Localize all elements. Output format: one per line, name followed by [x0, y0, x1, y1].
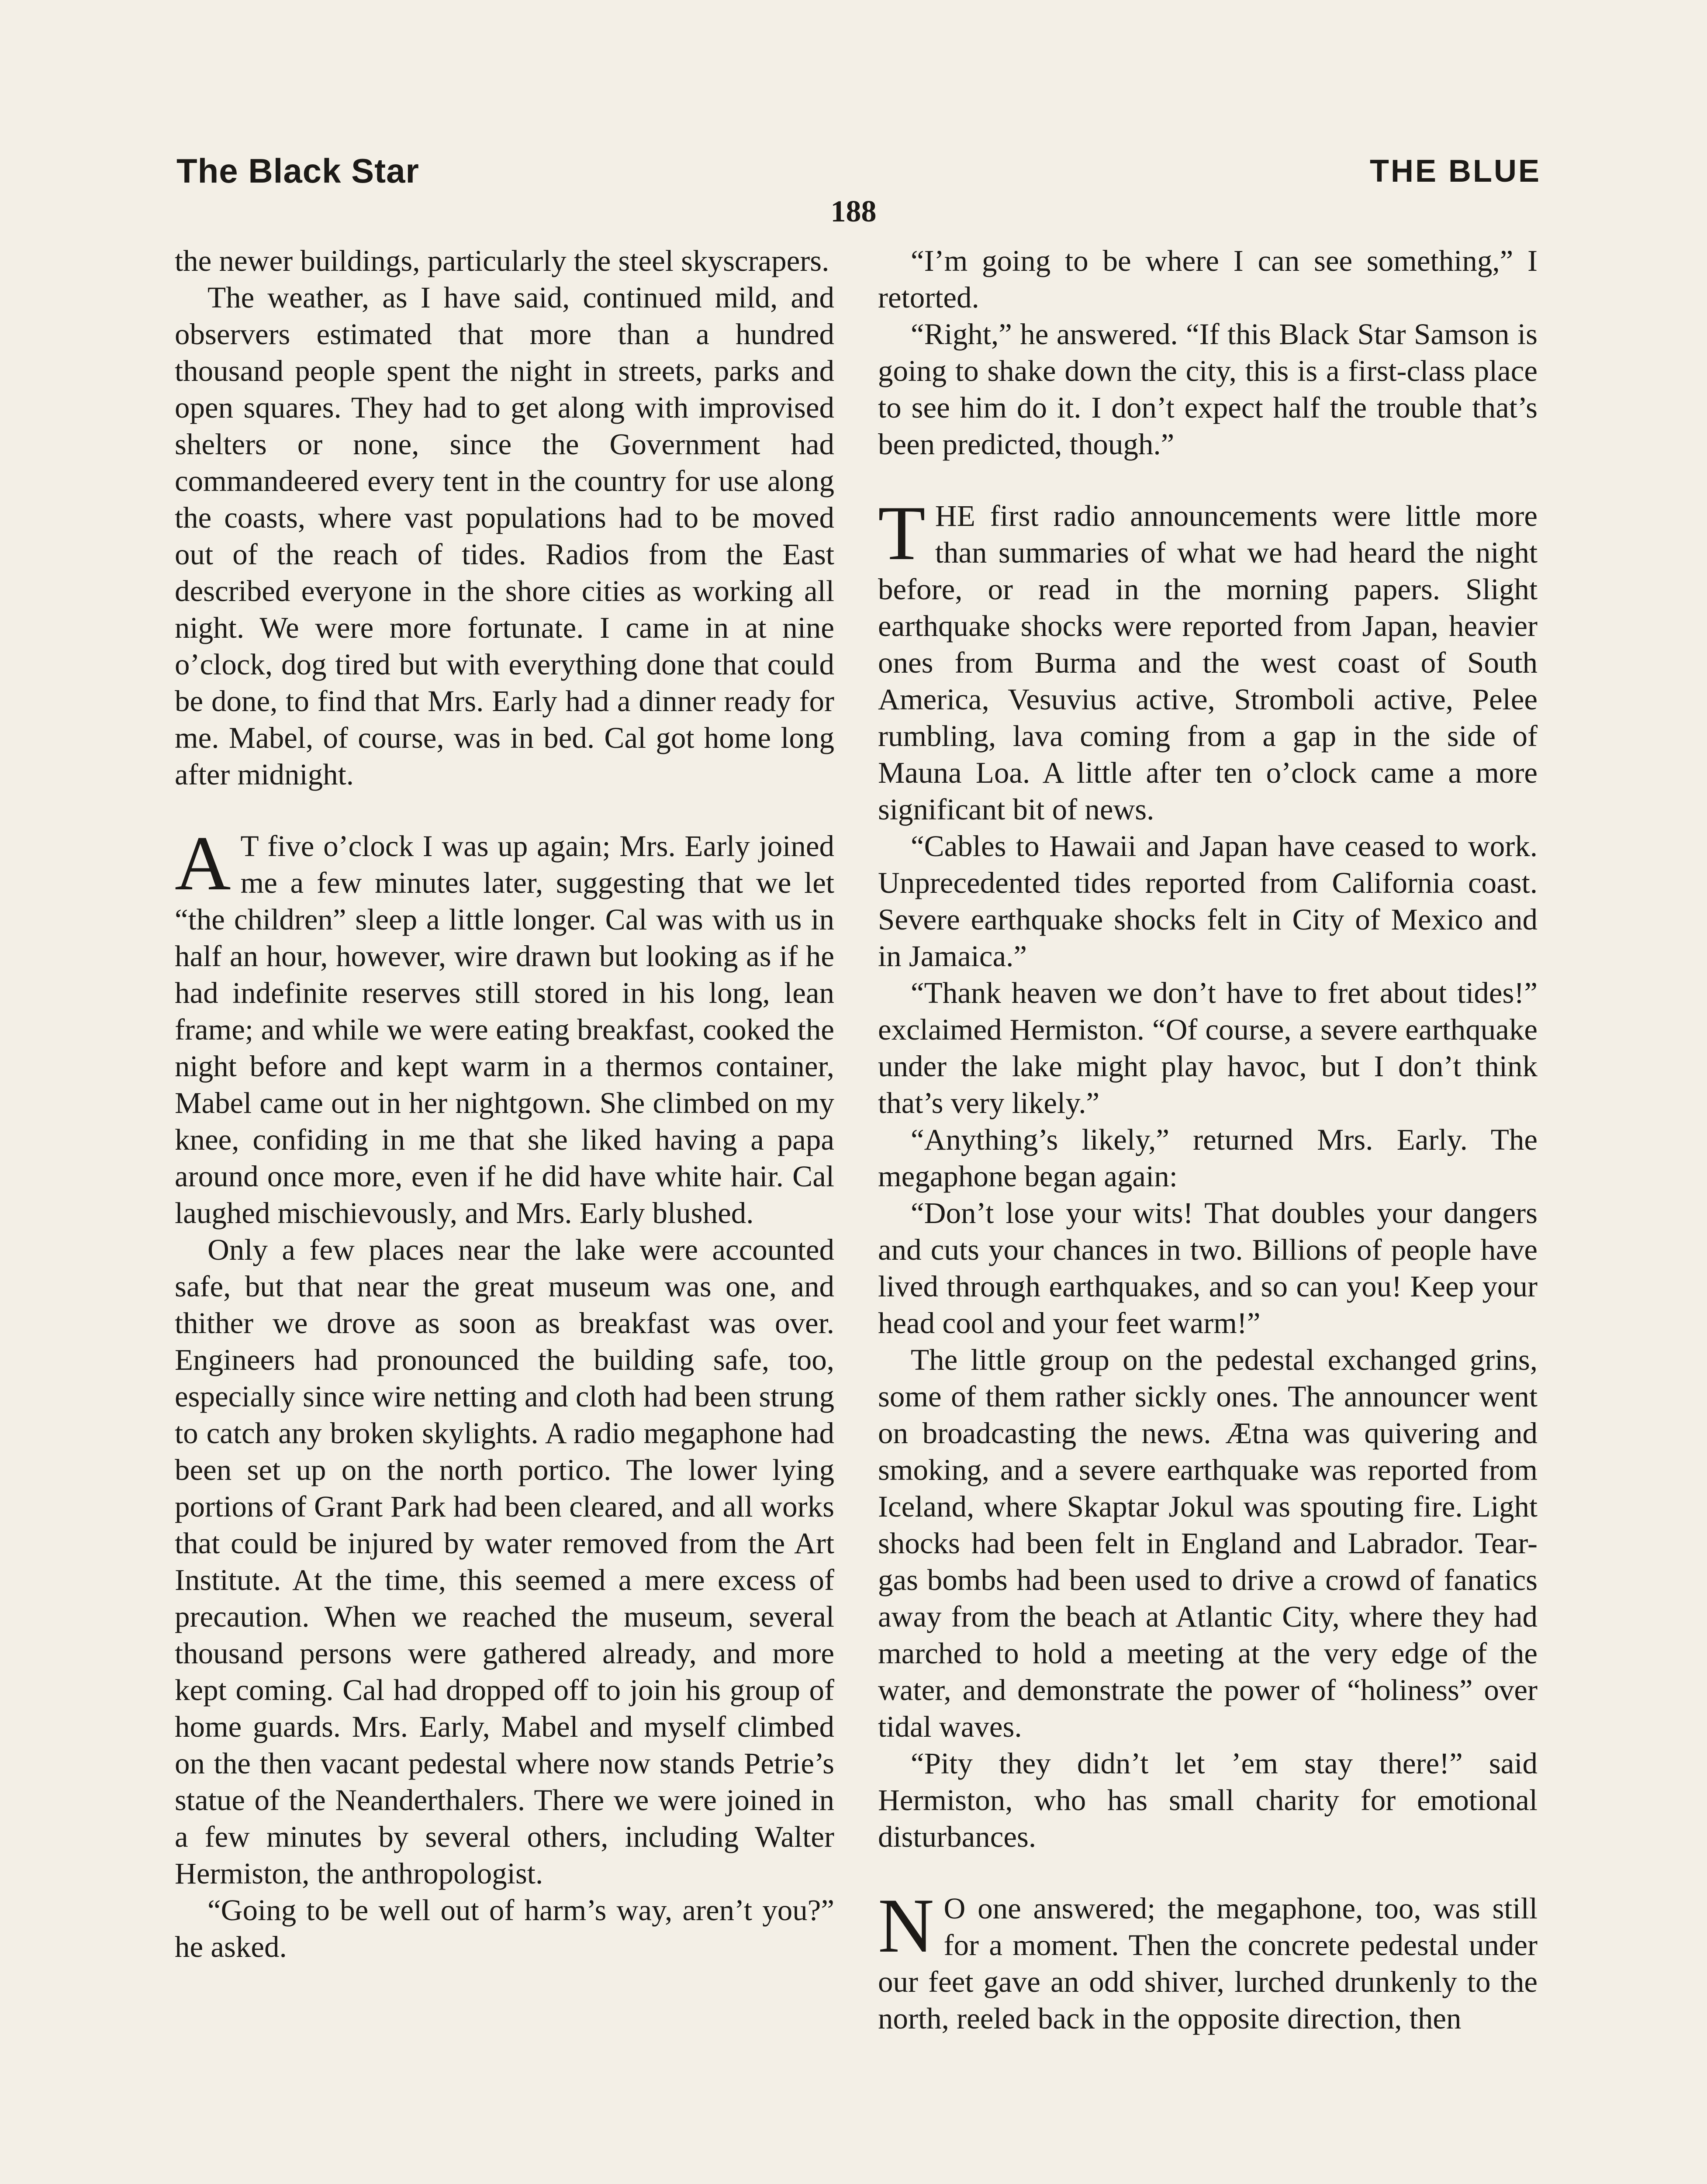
paragraph: Only a few places near the lake were accounted safe, but that near the great museum was one, and thither we drove as soon as breakfast was over. Engineers had pronounced the building safe, too, especially since wire netting and cloth had been strung to catch any broken skylights. A radio megaphone had been set up on the north portico. The lower lying portions of Grant Park had been cleared, and all works that could be injured by water removed from the Art Institute. At the time, this seemed a mere excess of precaution. When we reached the museum, several thousand persons were gathered already, and more kept coming. Cal had dropped off to join his group of home guards. Mrs. Early, Mabel and myself climbed on the then vacant pedestal where now stands Petrie’s statue of the Neanderthalers. There we were joined in a few minutes by several others, including Walter Hermiston, the anthropologist. — [175, 1233, 834, 1890]
paragraph: The little group on the pedestal exchanged grins, some of them rather sickly ones. The announcer went on broadcasting the news. Ætna was quivering and smoking, and a severe earthquake was reported from Iceland, where Skaptar Jokul was spouting fire. Light shocks had been felt in England and Labrador. Tear-gas bombs had been used to drive a crowd of fanatics away from the beach at Atlantic City, where they had marched to hold a meeting at the very edge of the water, and demonstrate the power of “holiness” over tidal waves. — [878, 1343, 1538, 1743]
paragraph: “Anything’s likely,” returned Mrs. Early. The megaphone began again: — [878, 1123, 1538, 1193]
paragraph-text: O one answered; the megaphone, too, was still for a moment. Then the concrete pedestal under our feet gave an odd shiver, lurched drunkenly to the north, reeled back in the opposite direction, then — [878, 1892, 1538, 2035]
paragraph: “Cables to Hawaii and Japan have ceased to work. Unprecedented tides reported from California coast. Severe earthquake shocks felt in City of Mexico and in Jamaica.” — [878, 829, 1538, 973]
paragraph: “I’m going to be where I can see something,” I retorted. — [878, 244, 1538, 314]
drop-cap: T — [878, 490, 926, 576]
running-title-left: The Black Star — [176, 152, 419, 190]
drop-cap: N — [878, 1882, 934, 1969]
paragraph-dropcap — [175, 820, 834, 1231]
right-column — [878, 242, 1538, 2037]
page-number: 188 — [830, 195, 877, 228]
paragraph: the newer buildings, particularly the steel skyscrapers. — [175, 244, 829, 277]
paragraph: “Pity they didn’t let ’em stay there!” said Hermiston, who has small charity for emotional disturbances. — [878, 1747, 1538, 1853]
paragraph: The weather, as I have said, continued mild, and observers estimated that more than a hundred thousand people spent the night in streets, parks and open squares. They had to get along with improvised shelters or none, since the Government had commandeered every tent in the country for use along the coasts, where vast populations had to be moved out of the reach of tides. Radios from the East described everyone in the shore cities as working all night. We were more fortunate. I came in at nine o’clock, dog tired but with everything done that could be done, to find that Mrs. Early had a dinner ready for me. Mabel, of course, was in bed. Cal got home long after midnight. — [175, 281, 834, 791]
paragraph: “Don’t lose your wits! That doubles your dangers and cuts your chances in two. Billions of people have lived through earthquakes, and so can you! Keep your head cool and your feet warm!” — [878, 1196, 1538, 1340]
running-title-right: THE BLUE — [1370, 154, 1541, 189]
paragraph: “Going to be well out of harm’s way, aren’t you?” he asked. — [175, 1894, 834, 1963]
paragraph: “Thank heaven we don’t have to fret about tides!” exclaimed Hermiston. “Of course, a severe earthquake under the lake might play havoc, but I don’t think that’s very likely.” — [878, 976, 1538, 1120]
paragraph-dropcap — [878, 490, 1538, 828]
paragraph-dropcap — [878, 1882, 1538, 2037]
paragraph-text: T five o’clock I was up again; Mrs. Early joined me a few minutes later, suggesting that we let “the children” sleep a little longer. Cal was with us in half an hour, however, wire drawn but looking as if he had indefinite reserves still stored in his long, lean frame; and while we were eating breakfast, cooked the night before and kept warm in a thermos container, Mabel came out in her nightgown. She climbed on my knee, confiding in me that she liked having a papa around once more, even if he did have white hair. Cal laughed mischievously, and Mrs. Early blushed. — [175, 829, 834, 1230]
drop-cap: A — [175, 820, 231, 906]
left-column — [175, 242, 834, 1965]
paragraph: “Right,” he answered. “If this Black Star Samson is going to shake down the city, this is a first-class place to see him do it. I don’t expect half the trouble that’s been predicted, though.” — [878, 318, 1538, 461]
paragraph-text: HE first radio announcements were little more than summaries of what we had heard the night before, or read in the morning papers. Slight earthquake shocks were reported from Japan, heavier ones from Burma and the west coast of South America, Vesuvius active, Stromboli active, Pelee rumbling, lava coming from a gap in the side of Mauna Loa. A little after ten o’clock came a more significant bit of news. — [878, 499, 1538, 826]
